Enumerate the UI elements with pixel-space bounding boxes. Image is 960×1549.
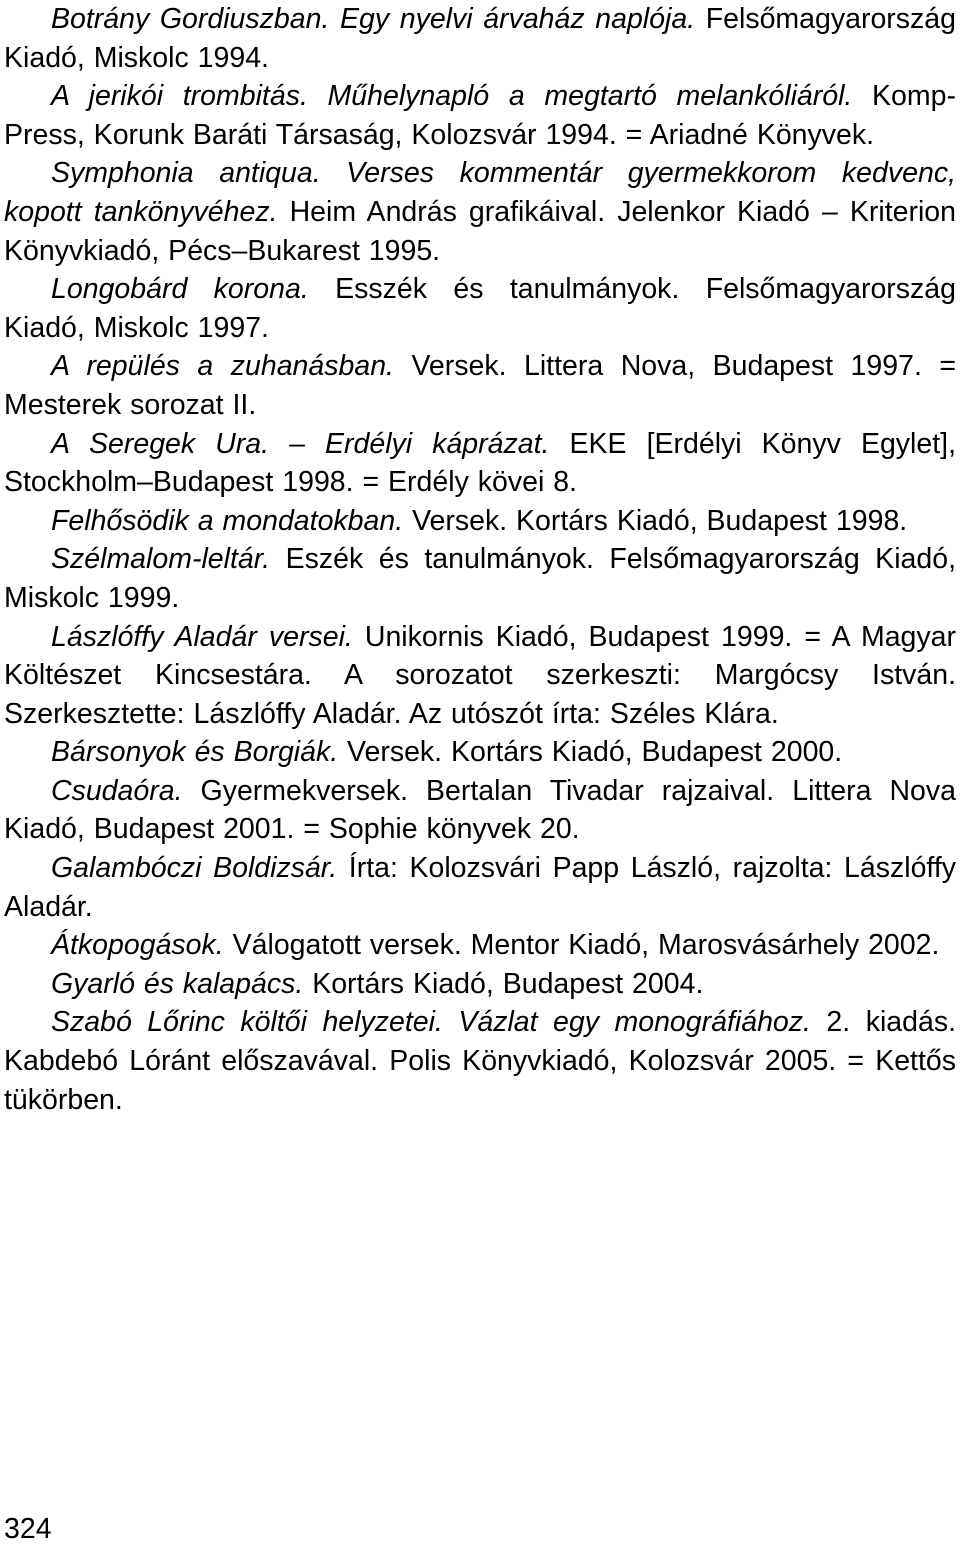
bibliography-entry xyxy=(4,965,956,1004)
entry-details: Válogatott versek. Mentor Kiadó, Marosvásárhely 2002. xyxy=(223,929,940,962)
bibliography-entry xyxy=(4,0,956,77)
entry-title: Botrány Gordiuszban. Egy nyelvi árvaház naplója. xyxy=(51,3,696,35)
entry-details: Kortárs Kiadó, Budapest 2004. xyxy=(303,967,704,1000)
bibliography-entry xyxy=(4,425,956,502)
entry-details: Versek. Littera Nova, Budapest 1997. = Mesterek sorozat II. xyxy=(4,350,956,421)
bibliography-entry xyxy=(4,347,956,424)
entry-title: Longobárd korona. xyxy=(51,273,309,306)
entry-details: Versek. Kortárs Kiadó, Budapest 2000. xyxy=(338,736,843,769)
entry-title: Lászlóffy Aladár versei. xyxy=(51,620,353,653)
entry-title: A Seregek Ura. – Erdélyi káprázat. xyxy=(51,427,550,460)
bibliography-entry xyxy=(4,540,956,617)
entry-details: Írta: Kolozsvári Papp László, rajzolta: Lászlóffy Aladár. xyxy=(4,852,957,923)
page-number: 324 xyxy=(4,1513,52,1545)
bibliography-list xyxy=(4,0,956,1119)
bibliography-entry xyxy=(4,733,956,772)
entry-title: A repülés a zuhanásban. xyxy=(51,350,394,383)
entry-title: Átkopogások. xyxy=(51,929,224,962)
entry-details: Esszék és tanulmányok. Felsőmagyarország Kiadó, Miskolc 1997. xyxy=(4,273,956,344)
entry-title: Galambóczi Boldizsár. xyxy=(51,852,338,885)
entry-details: Gyermekversek. Bertalan Tivadar rajzaival. Littera Nova Kiadó, Budapest 2001. = Sophie könyvek 20. xyxy=(4,774,956,846)
bibliography-entry xyxy=(4,618,956,734)
bibliography-entry xyxy=(4,77,956,154)
entry-title: Symphonia antiqua. Verses kommentár gyermekkorom kedvenc, kopott tankönyvéhez. xyxy=(4,157,956,228)
bibliography-entry xyxy=(4,1003,956,1119)
entry-title: A jerikói trombitás. Műhelynapló a megtartó melankóliáról. xyxy=(51,80,853,113)
entry-title: Szabó Lőrinc költői helyzetei. Vázlat egy monográfiához. xyxy=(51,1006,811,1039)
entry-title: Bársonyok és Borgiák. xyxy=(51,736,339,769)
bibliography-entry xyxy=(4,926,956,965)
entry-details: Heim András grafikáival. Jelenkor Kiadó – Kriterion Könyvkiadó, Pécs–Bukarest 1995. xyxy=(4,195,956,267)
entry-details: Komp-Press, Korunk Baráti Társaság, Kolozsvár 1994. = Ariadné Könyvek. xyxy=(4,80,956,151)
entry-title: Felhősödik a mondatokban. xyxy=(51,504,404,537)
entry-title: Gyarló és kalapács. xyxy=(51,967,304,1000)
entry-details: Felsőmagyarország Kiadó, Miskolc 1994. xyxy=(4,3,956,74)
bibliography-entry xyxy=(4,154,956,270)
entry-details: Unikornis Kiadó, Budapest 1999. = A Magyar Költészet Kincsestára. A sorozatot szerkeszti: Margócsy István. Szerkesztette: Lászlóffy Aladár. Az utószót írta: Széles Klára. xyxy=(4,620,956,730)
bibliography-entry xyxy=(4,270,956,347)
bibliography-entry xyxy=(4,849,956,926)
entry-details: 2. kiadás. Kabdebó Lóránt előszavával. Polis Könyvkiadó, Kolozsvár 2005. = Kettős tükörben. xyxy=(4,1006,956,1116)
bibliography-entry xyxy=(4,772,956,849)
entry-title: Szélmalom-leltár. xyxy=(51,543,271,576)
entry-details: Versek. Kortárs Kiadó, Budapest 1998. xyxy=(403,504,908,537)
entry-title: Csudaóra. xyxy=(51,774,183,807)
bibliography-entry xyxy=(4,502,956,541)
entry-details: EKE [Erdélyi Könyv Egylet], Stockholm–Budapest 1998. = Erdély kövei 8. xyxy=(4,427,956,499)
entry-details: Eszék és tanulmányok. Felsőmagyarország Kiadó, Miskolc 1999. xyxy=(4,543,956,614)
